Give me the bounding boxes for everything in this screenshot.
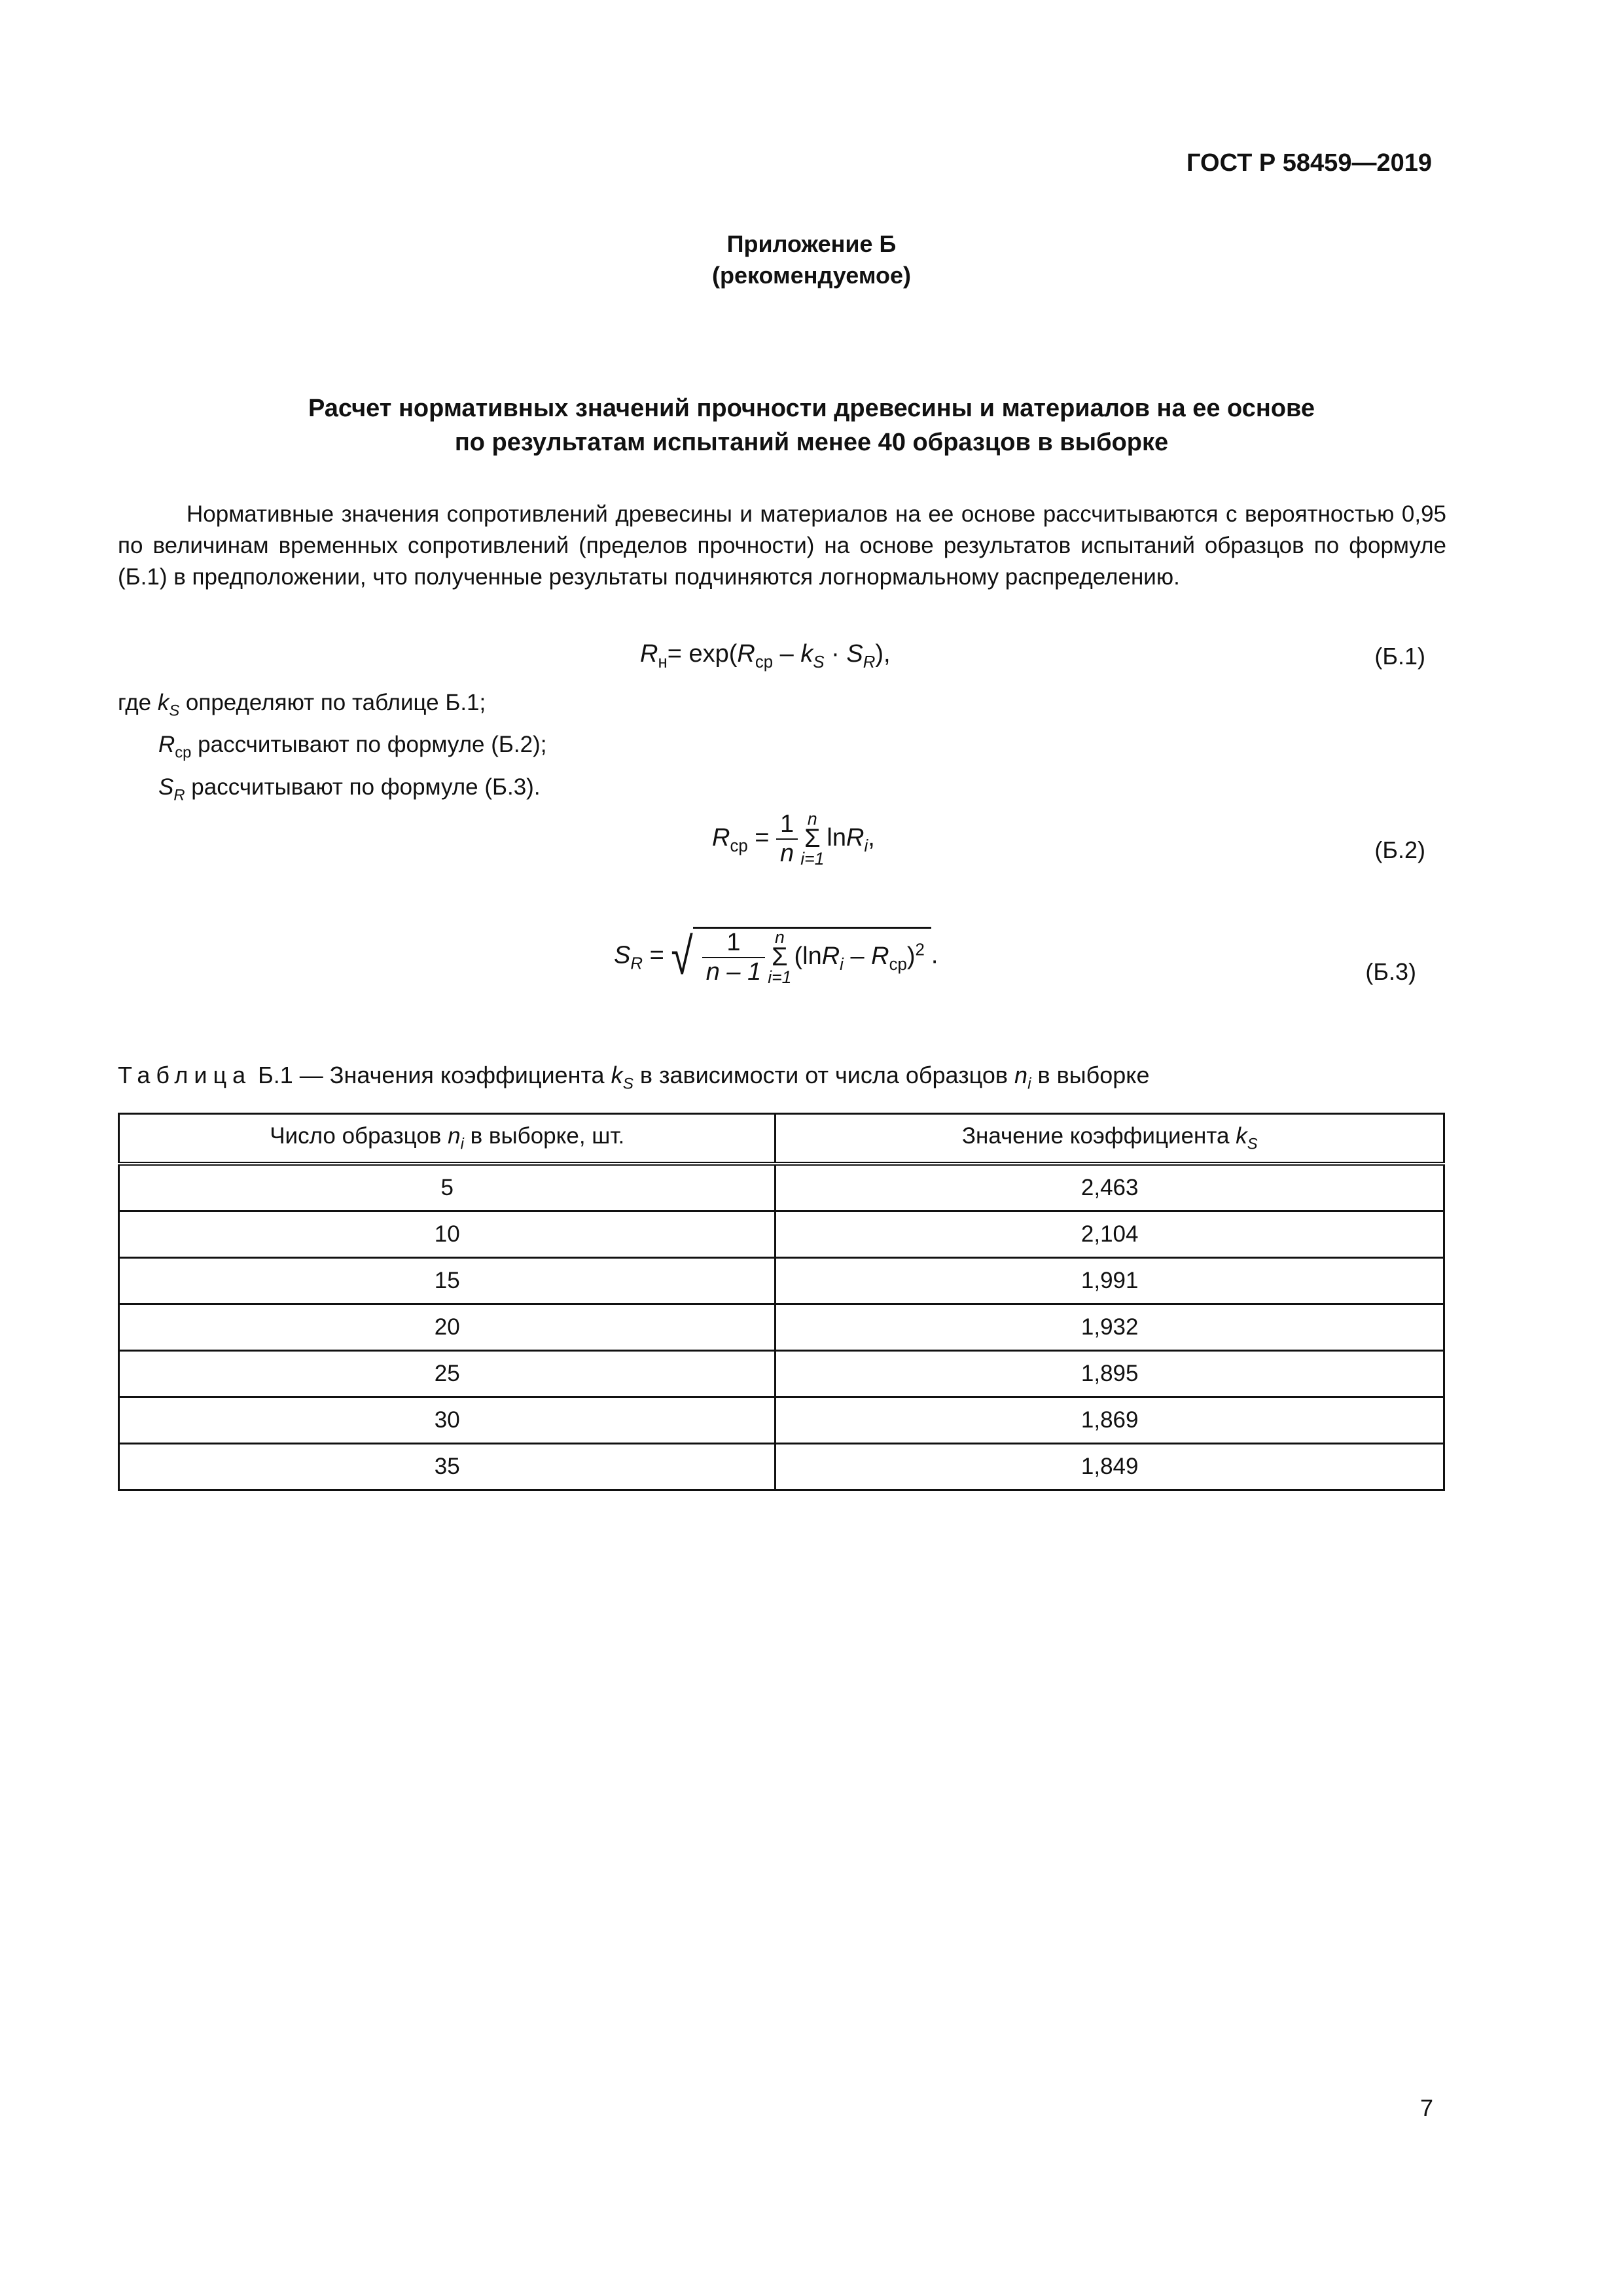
where-line-s: $S_R$ рассчитывают по формуле (Б.3). <box>158 774 541 804</box>
cell-coefficient: 1,849 <box>776 1444 1444 1490</box>
table-row <box>119 1444 1444 1490</box>
appendix-status: (рекомендуемое) <box>712 262 911 289</box>
cell-coefficient: 2,463 <box>776 1164 1444 1211</box>
cell-sample-count: 15 <box>119 1258 776 1304</box>
cell-coefficient: 2,104 <box>776 1211 1444 1258</box>
sum-operator: n Σ i=1 <box>768 927 792 987</box>
table-row <box>119 1211 1444 1258</box>
page-number: 7 <box>1419 2094 1433 2121</box>
fraction: $\frac{1}{n}$ <box>776 810 798 868</box>
cell-sample-count: 30 <box>119 1397 776 1444</box>
radicand: $\frac{1}{n - 1}$ n Σ $i=1(\ln R_i - R_{ср})^2$ <box>693 927 931 986</box>
formula-b3: $S_R$ = √ $\frac{1}{n - 1}$ n Σ $i=1(\ln R_i - R_{ср})^2$ . <box>614 927 938 987</box>
where-block <box>118 686 546 812</box>
section-title <box>131 391 1492 459</box>
table-row <box>119 1397 1444 1444</box>
intro-paragraph: Нормативные значения сопротивлений древесины и материалов на ее основе рассчитываются с вероятностью 0,95 по величинам временных сопротивлений (пределов прочности) на основе результатов испытаний образцов по формуле (Б.1) в предположении, что полученные результаты подчиняются логнормальному распределению. <box>118 501 1446 590</box>
cell-sample-count: 5 <box>119 1164 776 1211</box>
cell-sample-count: 25 <box>119 1351 776 1397</box>
table-row <box>119 1258 1444 1304</box>
sum-operator: n Σ i=1 <box>800 808 825 869</box>
title-line-2: по результатам испытаний менее 40 образцов в выборке <box>454 429 1169 456</box>
table-header-row <box>119 1114 1444 1164</box>
document-code: ГОСТ Р 58459—2019 <box>1186 149 1432 177</box>
table-row <box>119 1304 1444 1351</box>
fraction: $\frac{1}{n - 1}$ <box>702 929 766 986</box>
where-line-r: $R_{ср}$ рассчитывают по формуле (Б.2); <box>158 732 547 762</box>
formula-b1: $R_н= \exp(R_{ср} - k_S \cdot S_R)$, <box>640 640 891 672</box>
cell-coefficient: 1,932 <box>776 1304 1444 1351</box>
title-line-1: Расчет нормативных значений прочности древесины и материалов на ее основе <box>308 395 1315 422</box>
cell-coefficient: 1,869 <box>776 1397 1444 1444</box>
cell-coefficient: 1,895 <box>776 1351 1444 1397</box>
cell-sample-count: 35 <box>119 1444 776 1490</box>
formula-b2-number: (Б.2) <box>1374 836 1425 863</box>
appendix-name: Приложение Б <box>726 230 897 257</box>
col-header-coefficient: Значение коэффициента $k_S$ <box>776 1114 1444 1164</box>
formula-b1-number: (Б.1) <box>1374 643 1425 670</box>
formula-b2: $R_{ср}$ = $\frac{1}{n}$ n Σ i=1lnR$_i$, <box>712 808 875 869</box>
cell-coefficient: 1,991 <box>776 1258 1444 1304</box>
cell-sample-count: 10 <box>119 1211 776 1258</box>
col-header-sample-count: Число образцов $n_i$ в выборке, шт. <box>119 1114 776 1164</box>
coefficient-table <box>118 1113 1445 1491</box>
square-root <box>671 927 931 986</box>
radical-sign: √ <box>671 927 693 986</box>
cell-sample-count: 20 <box>119 1304 776 1351</box>
table-caption: Таблица Б.1 — Значения коэффициента $k_S$ в зависимости от числа образцов $n_i$ в выборке <box>118 1062 1150 1093</box>
where-line-k: где $k_S$ определяют по таблице Б.1; <box>118 690 486 720</box>
table-row <box>119 1164 1444 1211</box>
table-row <box>119 1351 1444 1397</box>
formula-b3-number: (Б.3) <box>1365 958 1416 985</box>
